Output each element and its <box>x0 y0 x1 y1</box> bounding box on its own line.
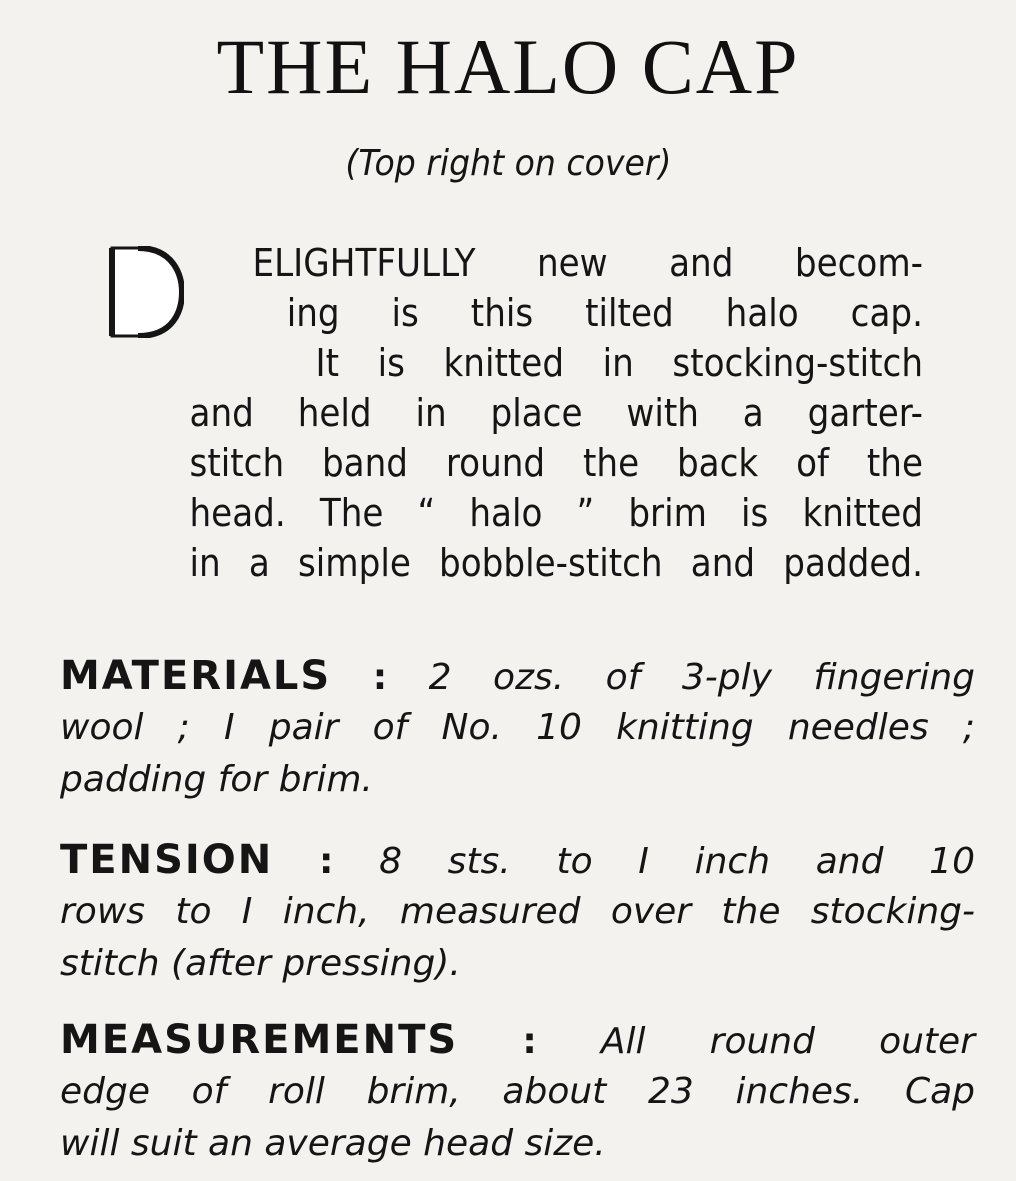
materials-text: wool ; I pair of No. 10 knitting needles ; <box>60 707 975 748</box>
materials-section <box>60 650 975 806</box>
intro-line: stitch band round the back of the <box>189 441 923 485</box>
materials-text: 2 ozs. of 3-ply fingering <box>428 657 975 698</box>
section-line <box>60 650 975 702</box>
heading-colon: : <box>372 657 388 698</box>
intro-paragraph <box>108 232 923 592</box>
measurements-heading: MEASUREMENTS <box>60 1017 459 1063</box>
measurements-text: will suit an average head size. <box>60 1123 606 1164</box>
page-subtitle: (Top right on cover) <box>345 143 672 184</box>
intro-line: It is knitted in stocking-stitch <box>315 341 923 385</box>
intro-line: head. The “ halo ” brim is knitted <box>189 491 923 535</box>
tension-text: rows to I inch, measured over the stocking- <box>60 891 975 932</box>
materials-heading: MATERIALS <box>60 653 332 699</box>
section-line <box>60 1014 975 1066</box>
heading-colon: : <box>522 1021 537 1062</box>
drop-cap-d <box>108 246 184 338</box>
page-title: THE HALO CAP <box>216 23 800 110</box>
measurements-text: All round outer <box>600 1021 975 1062</box>
materials-text: padding for brim. <box>60 759 373 800</box>
tension-text: 8 sts. to I inch and 10 <box>379 841 975 882</box>
tension-heading: TENSION <box>60 837 274 883</box>
tension-text: stitch (after pressing). <box>60 943 461 984</box>
section-line <box>60 834 975 886</box>
heading-colon: : <box>318 841 334 882</box>
intro-line: ELIGHTFULLY new and becom- <box>252 241 923 285</box>
intro-line: and held in place with a garter- <box>189 391 923 435</box>
intro-line: in a simple bobble-stitch and padded. <box>189 541 923 585</box>
intro-line: ing is this tilted halo cap. <box>286 291 923 335</box>
tension-section <box>60 834 975 990</box>
measurements-text: edge of roll brim, about 23 inches. Cap <box>60 1071 975 1112</box>
measurements-section <box>60 1014 975 1170</box>
